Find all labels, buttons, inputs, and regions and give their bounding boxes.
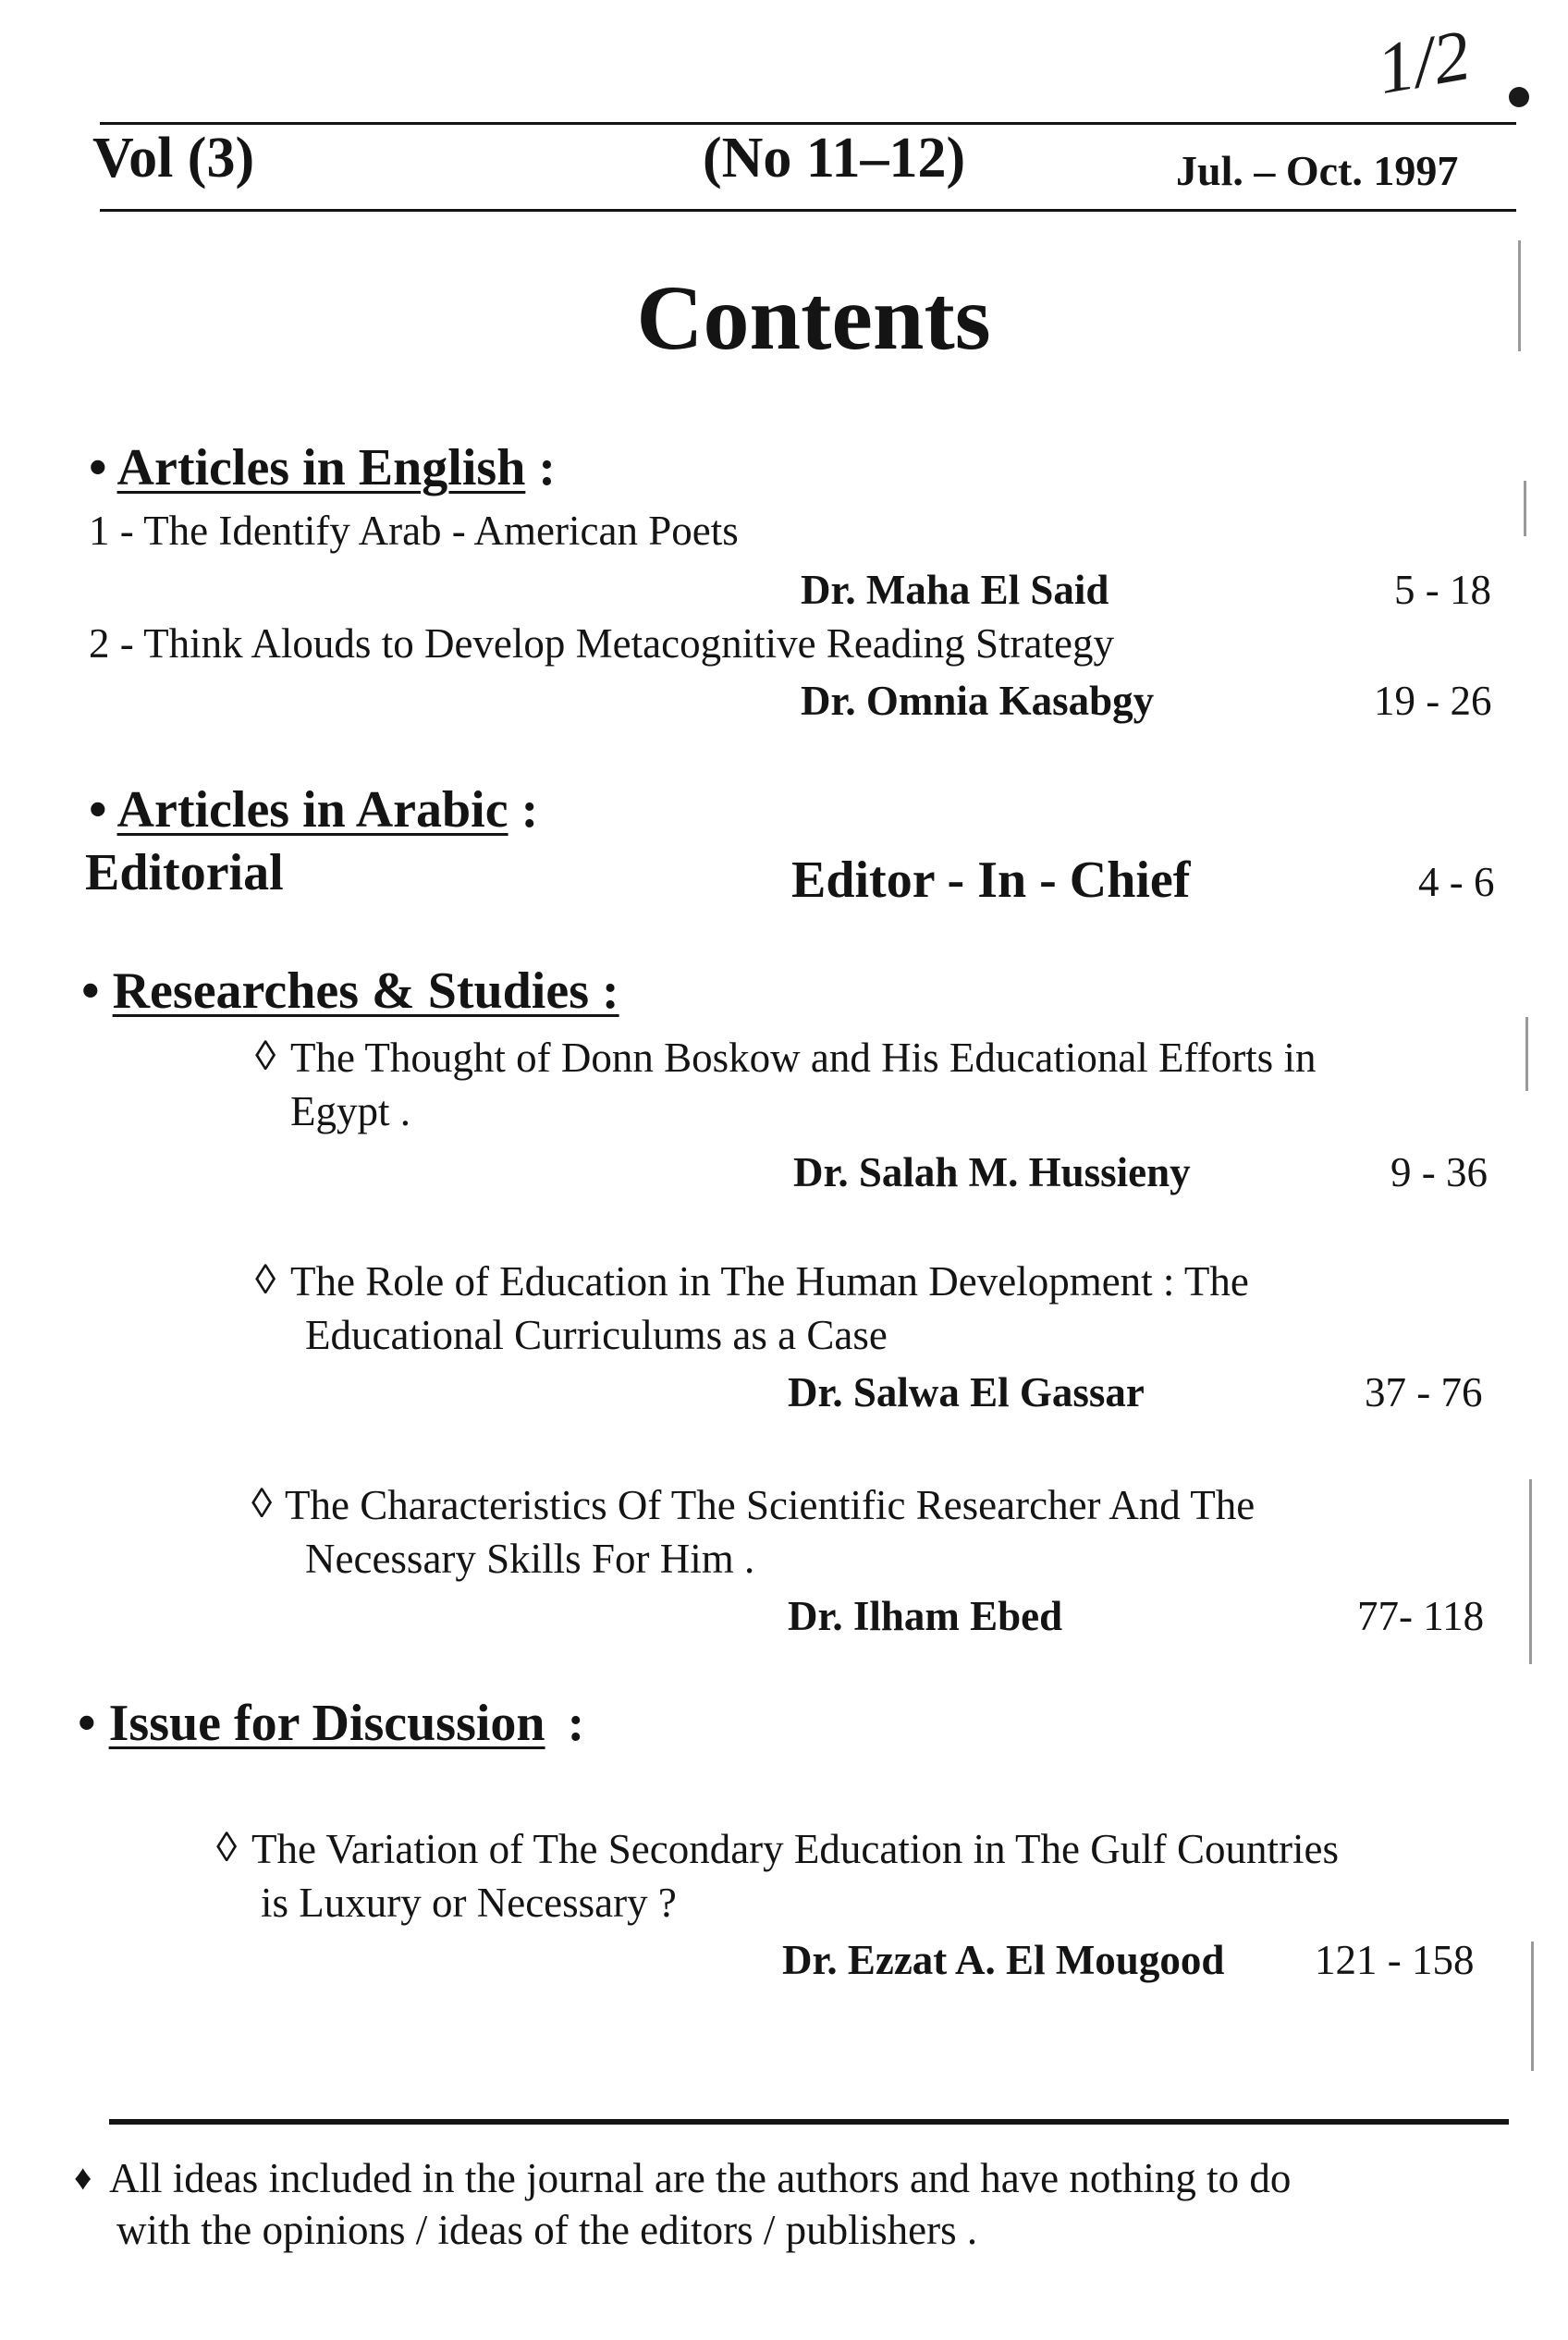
section-heading-research [81,962,619,1021]
diamond-icon: ◊ [251,1480,273,1526]
diamond-icon: ◊ [255,1033,276,1079]
editorial-title: Editorial [85,844,284,901]
bullet-icon: • [89,439,107,496]
article-pages: 5 - 18 [1394,567,1491,613]
research-title-line: The Role of Education in The Human Development : The [290,1258,1249,1305]
section-heading-arabic [89,780,538,839]
editorial-pages: 4 - 6 [1418,859,1495,905]
research-title-line: Educational Curriculums as a Case [305,1312,888,1358]
research-pages: 77- 118 [1357,1593,1485,1639]
article-title: 1 - The Identify Arab - American Poets [89,508,739,554]
article-pages: 19 - 26 [1374,678,1492,724]
editorial-author: Editor - In - Chief [791,851,1191,909]
heading-colon: : [538,439,557,496]
research-author: Dr. Ilham Ebed [788,1593,1063,1639]
section-heading-text: Issue for Discussion [108,1695,545,1752]
research-author: Dr. Salwa El Gassar [788,1369,1145,1415]
bullet-icon: • [78,1695,96,1752]
discussion-author: Dr. Ezzat A. El Mougood [782,1937,1225,1983]
scan-edge-speck [1524,481,1526,536]
discussion-pages: 121 - 158 [1315,1937,1475,1983]
discussion-title-line: The Variation of The Secondary Education in The Gulf Countries [251,1826,1339,1872]
volume-label: Vol (3) [92,127,255,190]
heading-colon: : [521,781,539,839]
bullet-icon: • [89,781,107,839]
research-pages: 37 - 76 [1365,1369,1483,1415]
footer-rule [109,2119,1509,2125]
article-author: Dr. Omnia Kasabgy [801,678,1155,724]
section-heading-text: Researches & Studies : [112,962,619,1020]
disclaimer-line: All ideas included in the journal are the authors and have nothing to do [109,2155,1292,2201]
scan-edge-speck [1529,1479,1532,1664]
issue-number: (No 11–12) [703,127,966,190]
research-title-line: Necessary Skills For Him . [305,1536,755,1582]
section-heading-text: Articles in Arabic [116,781,508,839]
bullet-icon: • [81,962,100,1020]
header-rule-top [100,122,1516,125]
heading-colon: : [567,1695,585,1752]
research-title-line: The Thought of Donn Boskow and His Educational Efforts in [290,1035,1317,1081]
article-title: 2 - Think Alouds to Develop Metacognitive Reading Strategy [89,620,1114,667]
handwritten-page-note: 1/2 [1371,14,1476,110]
footer-bullet-icon: ♦ [74,2159,92,2198]
page-title: Contents [636,266,991,369]
issue-date: Jul. – Oct. 1997 [1176,147,1459,194]
research-pages: 9 - 36 [1390,1149,1488,1195]
section-heading-text: Articles in English [116,439,526,496]
research-title-line: Egypt . [290,1088,410,1134]
diamond-icon: ◊ [216,1824,238,1870]
scan-edge-speck [1525,1017,1528,1091]
disclaimer-line: with the opinions / ideas of the editors / publishers . [116,2207,978,2253]
section-heading-discussion [78,1694,584,1753]
ink-blot [1509,87,1529,107]
research-author: Dr. Salah M. Hussieny [793,1149,1191,1195]
research-title-line: The Characteristics Of The Scientific Researcher And The [285,1482,1256,1528]
header-rule-bottom [100,209,1516,212]
scan-edge-speck [1531,1942,1534,2071]
diamond-icon: ◊ [255,1256,276,1303]
section-heading-english [89,438,556,497]
discussion-title-line: is Luxury or Necessary ? [261,1880,677,1926]
article-author: Dr. Maha El Said [801,567,1109,613]
